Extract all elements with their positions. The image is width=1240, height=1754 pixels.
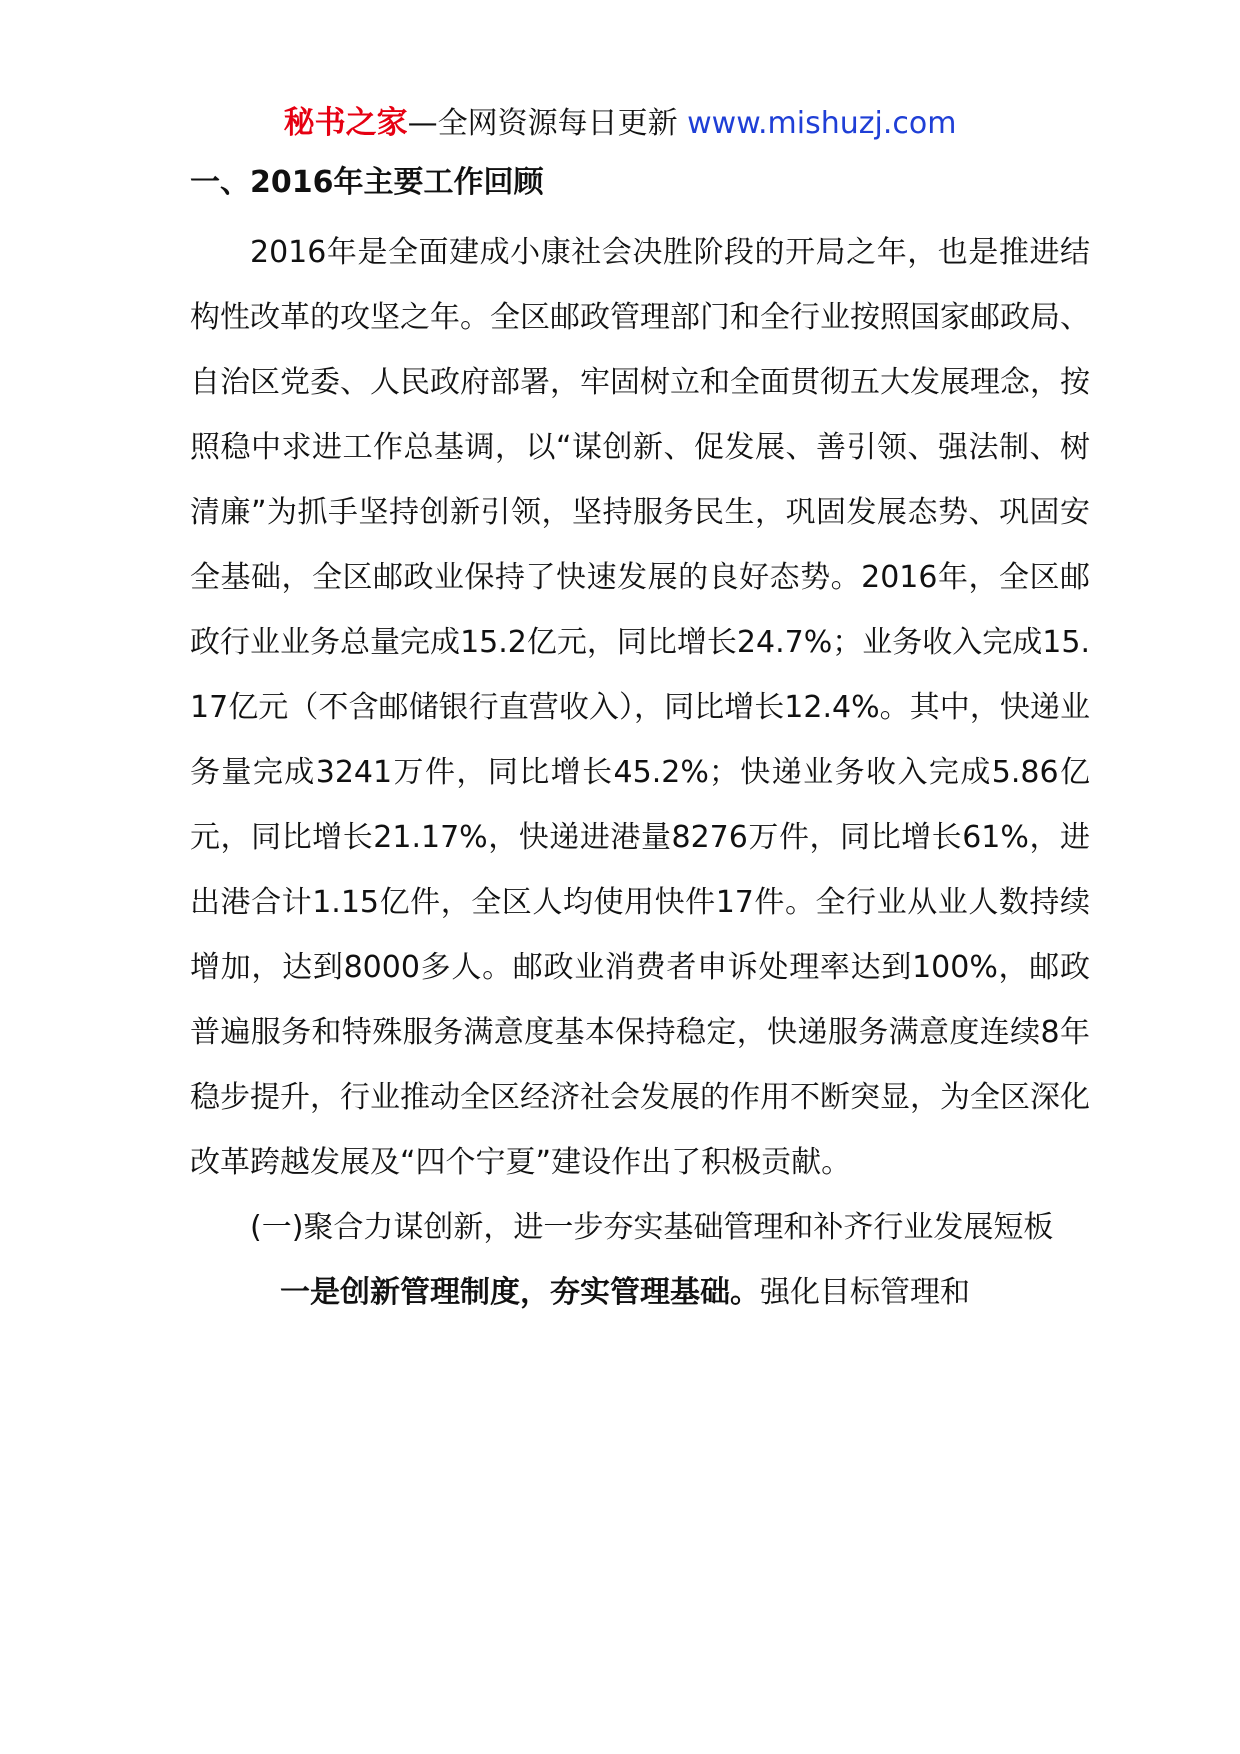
watermark-header (0, 103, 1240, 144)
item-text: 强化目标管理和 (760, 1275, 970, 1310)
document-body (190, 163, 1090, 1325)
review-paragraph: 2016年是全面建成小康社会决胜阶段的开局之年，也是推进结构性改革的攻坚之年。全区邮政管理部门和全行业按照国家邮政局、自治区党委、人民政府部署，牢固树立和全面贯彻五大发展理念，按照稳中求进工作总基调，以“谋创新、促发展、善引领、强法制、树清廉”为抓手坚持创新引领，坚持服务民生，巩固发展态势、巩固安全基础，全区邮政业保持了快速发展的良好态势。2016年，全区邮政行业业务总量完成15.2亿元，同比增长24.7%；业务收入完成15.17亿元（不含邮储银行直营收入），同比增长12.4%。其中，快递业务量完成3241万件，同比增长45.2%；快递业务收入完成5.86亿元，同比增长21.17%，快递进港量8276万件，同比增长61%，进出港合计1.15亿件，全区人均使用快件17件。全行业从业人数持续增加，达到8000多人。邮政业消费者申诉处理率达到100%，邮政普遍服务和特殊服务满意度基本保持稳定，快递服务满意度连续8年稳步提升，行业推动全区经济社会发展的作用不断突显，为全区深化改革跨越发展及“四个宁夏”建设作出了积极贡献。 (190, 235, 1090, 1180)
item-lead: 一是创新管理制度，夯实管理基础。 (280, 1275, 760, 1310)
header-slogan: —全网资源每日更新 (407, 106, 688, 141)
site-url-link[interactable]: www.mishuzj.com (687, 106, 957, 141)
subsection-heading: (一)聚合力谋创新，进一步夯实基础管理和补齐行业发展短板 (250, 1210, 1054, 1245)
item-paragraph (190, 1260, 1090, 1325)
section-heading: 一、2016年主要工作回顾 (190, 165, 544, 200)
brand-name: 秘书之家 (283, 105, 408, 141)
